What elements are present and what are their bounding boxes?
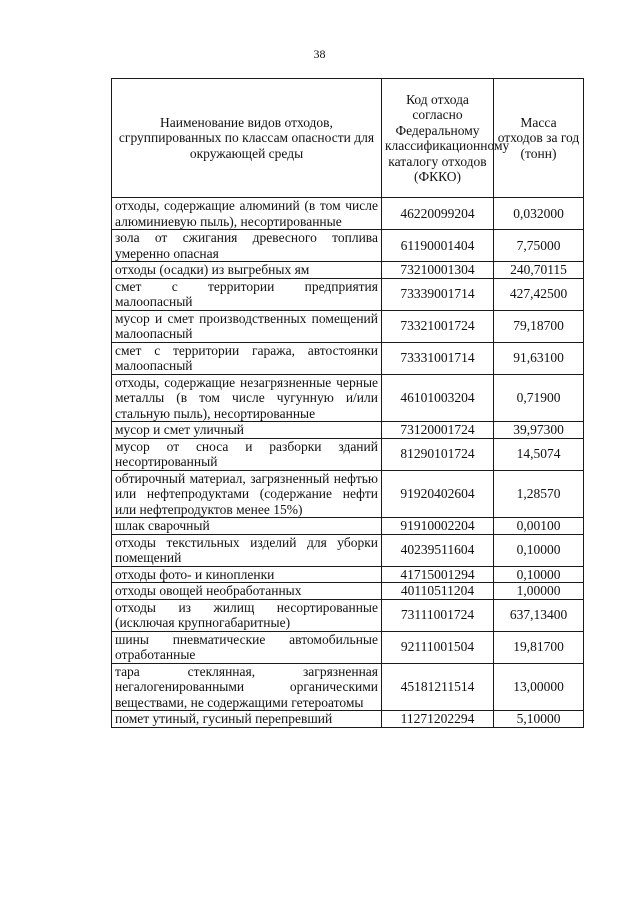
table-row (112, 230, 584, 262)
header-fkko-code: Код отхода согласно Федеральному классификационному каталогу отходов (ФККО) (382, 79, 494, 198)
table-header-row (112, 79, 584, 198)
table-row (112, 663, 584, 711)
mass-cell: 637,13400 (494, 599, 584, 631)
waste-name-cell: помет утиный, гусиный перепревший (112, 711, 382, 728)
table-row (112, 631, 584, 663)
fkko-code-cell: 73331001714 (382, 342, 494, 374)
mass-cell: 0,10000 (494, 566, 584, 583)
table-row (112, 470, 584, 518)
table-row (112, 422, 584, 439)
mass-cell: 0,032000 (494, 198, 584, 230)
waste-name-cell: шлак сварочный (112, 518, 382, 535)
fkko-code-cell: 40110511204 (382, 583, 494, 600)
waste-name-cell: шины пневматические автомобильные отработанные (112, 631, 382, 663)
mass-cell: 240,70115 (494, 262, 584, 279)
waste-name-cell: мусор и смет производственных помещений малоопасный (112, 310, 382, 342)
table-row (112, 438, 584, 470)
fkko-code-cell: 40239511604 (382, 534, 494, 566)
table-row (112, 310, 584, 342)
waste-name-cell: отходы текстильных изделий для уборки помещений (112, 534, 382, 566)
fkko-code-cell: 61190001404 (382, 230, 494, 262)
mass-cell: 19,81700 (494, 631, 584, 663)
table-row (112, 711, 584, 728)
fkko-code-cell: 91920402604 (382, 470, 494, 518)
mass-cell: 7,75000 (494, 230, 584, 262)
fkko-code-cell: 46220099204 (382, 198, 494, 230)
fkko-code-cell: 92111001504 (382, 631, 494, 663)
mass-cell: 1,28570 (494, 470, 584, 518)
waste-name-cell: смет с территории предприятия малоопасный (112, 278, 382, 310)
header-mass: Масса отходов за год (тонн) (494, 79, 584, 198)
waste-name-cell: отходы (осадки) из выгребных ям (112, 262, 382, 279)
fkko-code-cell: 45181211514 (382, 663, 494, 711)
waste-name-cell: отходы, содержащие незагрязненные черные металлы (в том числе чугунную и/или стальную пыль), несортированные (112, 374, 382, 422)
waste-name-cell: тара стеклянная, загрязненная негалогенированными органическими веществами, не содержащими гетероатомы (112, 663, 382, 711)
fkko-code-cell: 73321001724 (382, 310, 494, 342)
waste-name-cell: отходы овощей необработанных (112, 583, 382, 600)
waste-name-cell: мусор от сноса и разборки зданий несортированный (112, 438, 382, 470)
fkko-code-cell: 46101003204 (382, 374, 494, 422)
waste-table (111, 78, 584, 728)
waste-name-cell: обтирочный материал, загрязненный нефтью или нефтепродуктами (содержание нефти или нефтепродуктов менее 15%) (112, 470, 382, 518)
waste-name-cell: мусор и смет уличный (112, 422, 382, 439)
fkko-code-cell: 81290101724 (382, 438, 494, 470)
header-waste-name: Наименование видов отходов, сгруппированных по классам опасности для окружающей среды (112, 79, 382, 198)
mass-cell: 91,63100 (494, 342, 584, 374)
mass-cell: 79,18700 (494, 310, 584, 342)
fkko-code-cell: 73120001724 (382, 422, 494, 439)
fkko-code-cell: 11271202294 (382, 711, 494, 728)
mass-cell: 5,10000 (494, 711, 584, 728)
fkko-code-cell: 73339001714 (382, 278, 494, 310)
table-row (112, 278, 584, 310)
waste-name-cell: зола от сжигания древесного топлива умеренно опасная (112, 230, 382, 262)
mass-cell: 1,00000 (494, 583, 584, 600)
fkko-code-cell: 41715001294 (382, 566, 494, 583)
table-row (112, 262, 584, 279)
mass-cell: 0,71900 (494, 374, 584, 422)
fkko-code-cell: 73111001724 (382, 599, 494, 631)
table-row (112, 198, 584, 230)
table-row (112, 583, 584, 600)
fkko-code-cell: 73210001304 (382, 262, 494, 279)
waste-name-cell: смет с территории гаража, автостоянки малоопасный (112, 342, 382, 374)
waste-name-cell: отходы, содержащие алюминий (в том числе алюминиевую пыль), несортированные (112, 198, 382, 230)
mass-cell: 0,00100 (494, 518, 584, 535)
table-row (112, 599, 584, 631)
waste-name-cell: отходы из жилищ несортированные (исключая крупногабаритные) (112, 599, 382, 631)
mass-cell: 427,42500 (494, 278, 584, 310)
mass-cell: 13,00000 (494, 663, 584, 711)
mass-cell: 39,97300 (494, 422, 584, 439)
page-number: 38 (313, 47, 326, 61)
waste-name-cell: отходы фото- и кинопленки (112, 566, 382, 583)
table-row (112, 566, 584, 583)
mass-cell: 0,10000 (494, 534, 584, 566)
mass-cell: 14,5074 (494, 438, 584, 470)
fkko-code-cell: 91910002204 (382, 518, 494, 535)
table-row (112, 534, 584, 566)
table-row (112, 342, 584, 374)
table-row (112, 374, 584, 422)
table-row (112, 518, 584, 535)
